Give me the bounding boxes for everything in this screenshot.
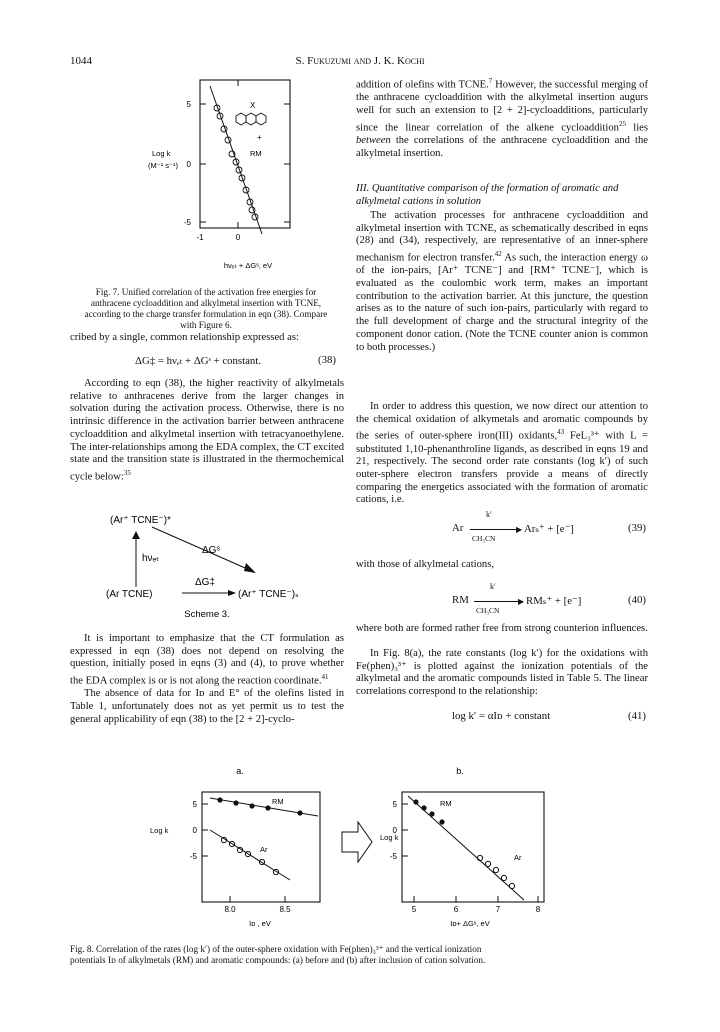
transform-arrow-icon — [342, 822, 372, 862]
scheme3-right: (Ar⁺ TCNE⁻)ₛ — [238, 589, 299, 600]
fig7-xtick-0: 0 — [235, 233, 241, 242]
scheme3-hv: hνₑₜ — [142, 553, 160, 564]
section-title: III. Quantitative comparison of the formation of aromatic and alkylmetal cations in solution — [356, 183, 619, 207]
fig8a-rm: RM — [272, 797, 284, 806]
right-text-5: where both are formed rather free from strong counterion influences. — [356, 623, 648, 634]
fig7-xlabel: hνₑₜ + ΔGˢ, eV — [223, 261, 273, 270]
fig8b-ar: Ar — [514, 853, 522, 862]
fig8a-ylabel: Log k — [150, 826, 169, 835]
fig7-plot — [140, 72, 340, 282]
svg-text:6: 6 — [453, 905, 459, 914]
fig7-caption: Fig. 7. Unified correlation of the activation free energies for anthracene cycloaddition and alkylmetal insertion with TCNE, according to the charge transfer formulation in eqn (38). Compare with Figure 6. — [84, 287, 328, 330]
right-text-3: In order to address this question, we now direct our attention to the chemical oxidation of alkymetals and aromatic compounds by the series of outer-sphere iron(III) oxidants,$^{43}$ FeL₃³⁺ with L = substituted 1,10-phenanthroline ligands, as described in eqns 19 and 21, respectively. The second order rate constants (log k′) of such outer-sphere electron transfers provide a means of directly comparing the energetics associated with the formation of aromatic cations, i.e. — [356, 401, 648, 506]
fig7-label-plus: + — [257, 133, 262, 142]
left-text-1: cribed by a single, common relationship expressed as: — [70, 332, 299, 343]
svg-text:8.5: 8.5 — [279, 905, 291, 914]
fig8-plots — [140, 762, 580, 927]
fig7-ytick-0: 0 — [186, 160, 191, 169]
fig8a-ar: Ar — [260, 845, 268, 854]
fig8b-label: b. — [456, 766, 464, 776]
eq39: Ar k′ ▶ CH₃CN Arₛ⁺ + [e⁻] (39) — [452, 510, 646, 543]
fig8-caption: Fig. 8. Correlation of the rates (log k′) of the outer-sphere oxidation with Fe(phen)₃³⁺ and the vertical ionization potentials Iᴅ of alkylmetals (RM) and aromatic compounds: (a) before and (b) after inclusion of cation solvation. — [70, 944, 486, 965]
fig8b-rm: RM — [440, 799, 452, 808]
eq38-expr: ΔG‡ = hνₑₜ + ΔGˢ + constant. — [135, 355, 262, 367]
fig7-ytick-m5: -5 — [183, 218, 191, 227]
right-text-6: In Fig. 8(a), the rate constants (log k′) for the oxidations with Fe(phen)₃³⁺ is plotted against the ionization potentials of the alkylmetal and the aromatic compounds listed in Table 5. The linear correlations correspond to the relationship: — [356, 648, 648, 698]
scheme3-left: (Ar TCNE) — [106, 589, 153, 600]
scheme3-top: (Ar⁺ TCNE⁻)* — [110, 515, 171, 526]
scheme3-caption: Scheme 3. — [184, 609, 230, 620]
fig7-xtick-m1: -1 — [196, 233, 204, 242]
svg-text:5: 5 — [411, 905, 417, 914]
fig7-ylabel-1: Log k — [152, 149, 171, 158]
eq41-expr: log k′ = αIᴅ + constant — [452, 710, 551, 722]
right-text-4: with those of alkylmetal cations, — [356, 559, 494, 570]
svg-text:8: 8 — [535, 905, 541, 914]
svg-text:-5: -5 — [389, 852, 397, 861]
fig8b-ylabel: Log k — [380, 833, 399, 842]
fig8a-xlabel: Iᴅ , eV — [249, 919, 271, 927]
svg-text:5: 5 — [392, 800, 397, 809]
running-header: S. Fukuzumi and J. K. Kochi — [295, 55, 425, 67]
svg-text:5: 5 — [192, 800, 197, 809]
anthracene-structure-icon — [236, 113, 266, 125]
scheme3-dgs: ΔGˢ — [202, 545, 220, 556]
eq41-num: (41) — [628, 710, 646, 722]
eq40: RM k′ ▶ CH₃CN RMₛ⁺ + [e⁻] (40) — [452, 582, 646, 615]
svg-text:0: 0 — [192, 826, 197, 835]
fig8a-label: a. — [236, 766, 244, 776]
scheme3-dgt: ΔG‡ — [195, 577, 216, 588]
fig7-label-x: X — [250, 101, 256, 110]
svg-text:-5: -5 — [189, 852, 197, 861]
right-text-2: The activation processes for anthracene cycloaddition and alkylmetal insertion with TCNE, as schematically described in eqns (28) and (34), respectively, are representative of an inner-sphere mechanism for electron transfer.$^{42}$ As such, the interaction energy ω of the ion-pairs, [Ar⁺ TCNE⁻] and [RM⁺ TCNE⁻], which is evaluated as the coulombic work term, makes an important contribution to the activation barrier. At this juncture, the question arises as to the nature of such ion-pairs, particularly with regard to the full development of charge and the structural integrity of the component donor cation. (Note the TCNE counter anion is common to both processes.) — [356, 210, 648, 353]
svg-text:8.0: 8.0 — [224, 905, 236, 914]
svg-text:7: 7 — [495, 905, 501, 914]
left-text-3: It is important to emphasize that the CT formulation as expressed in eqn (38) does not depend on resolving the question, initially posed in eqns (3) and (4), to prove whether the EDA complex is or is not along the reaction coordinate.$^{41}$ The absence of data for Iᴅ and E° of the olefins listed in Table 1, unfortunately does not as yet permit us to test the general applicability of eqn (38) to the [2 + 2]-cyclo- — [70, 633, 344, 725]
fig7-label-rm: RM — [250, 149, 262, 158]
fig7-ylabel-2: (M⁻¹ s⁻¹) — [148, 161, 178, 170]
right-text-1: addition of olefins with TCNE.$^7$ However, the successful merging of the anthracene cycloaddition with the alkylmetal insertion augurs well for such an extension to [2 + 2]-cycloadditions, particularly since the linear correlation of the alkene cycloaddition$^{25}$ lies between the correlations of the anthracene cycloaddition and the alkylmetal insertion. — [356, 77, 648, 159]
left-text-2: According to eqn (38), the higher reactivity of alkylmetals relative to anthracenes derive from the larger changes in solvation during the activation process. Otherwise, there is no intrinsic difference in the activation barrier between anthracene cycloaddition and alkylmetal insertion with tetracyanoethylene. The inter-relationships among the EDA complex, the CT excited state and the transition state is illustrated in the thermochemical cycle below:$^{35}$ — [70, 378, 344, 483]
scheme3-diagram — [70, 505, 344, 625]
fig7-ytick-5: 5 — [186, 100, 191, 109]
svg-text:0: 0 — [392, 826, 397, 835]
fig8b-xlabel: Iᴅ+ ΔGˢ, eV — [450, 919, 490, 927]
eq38-num: (38) — [318, 354, 336, 366]
page-number: 1044 — [70, 55, 92, 67]
